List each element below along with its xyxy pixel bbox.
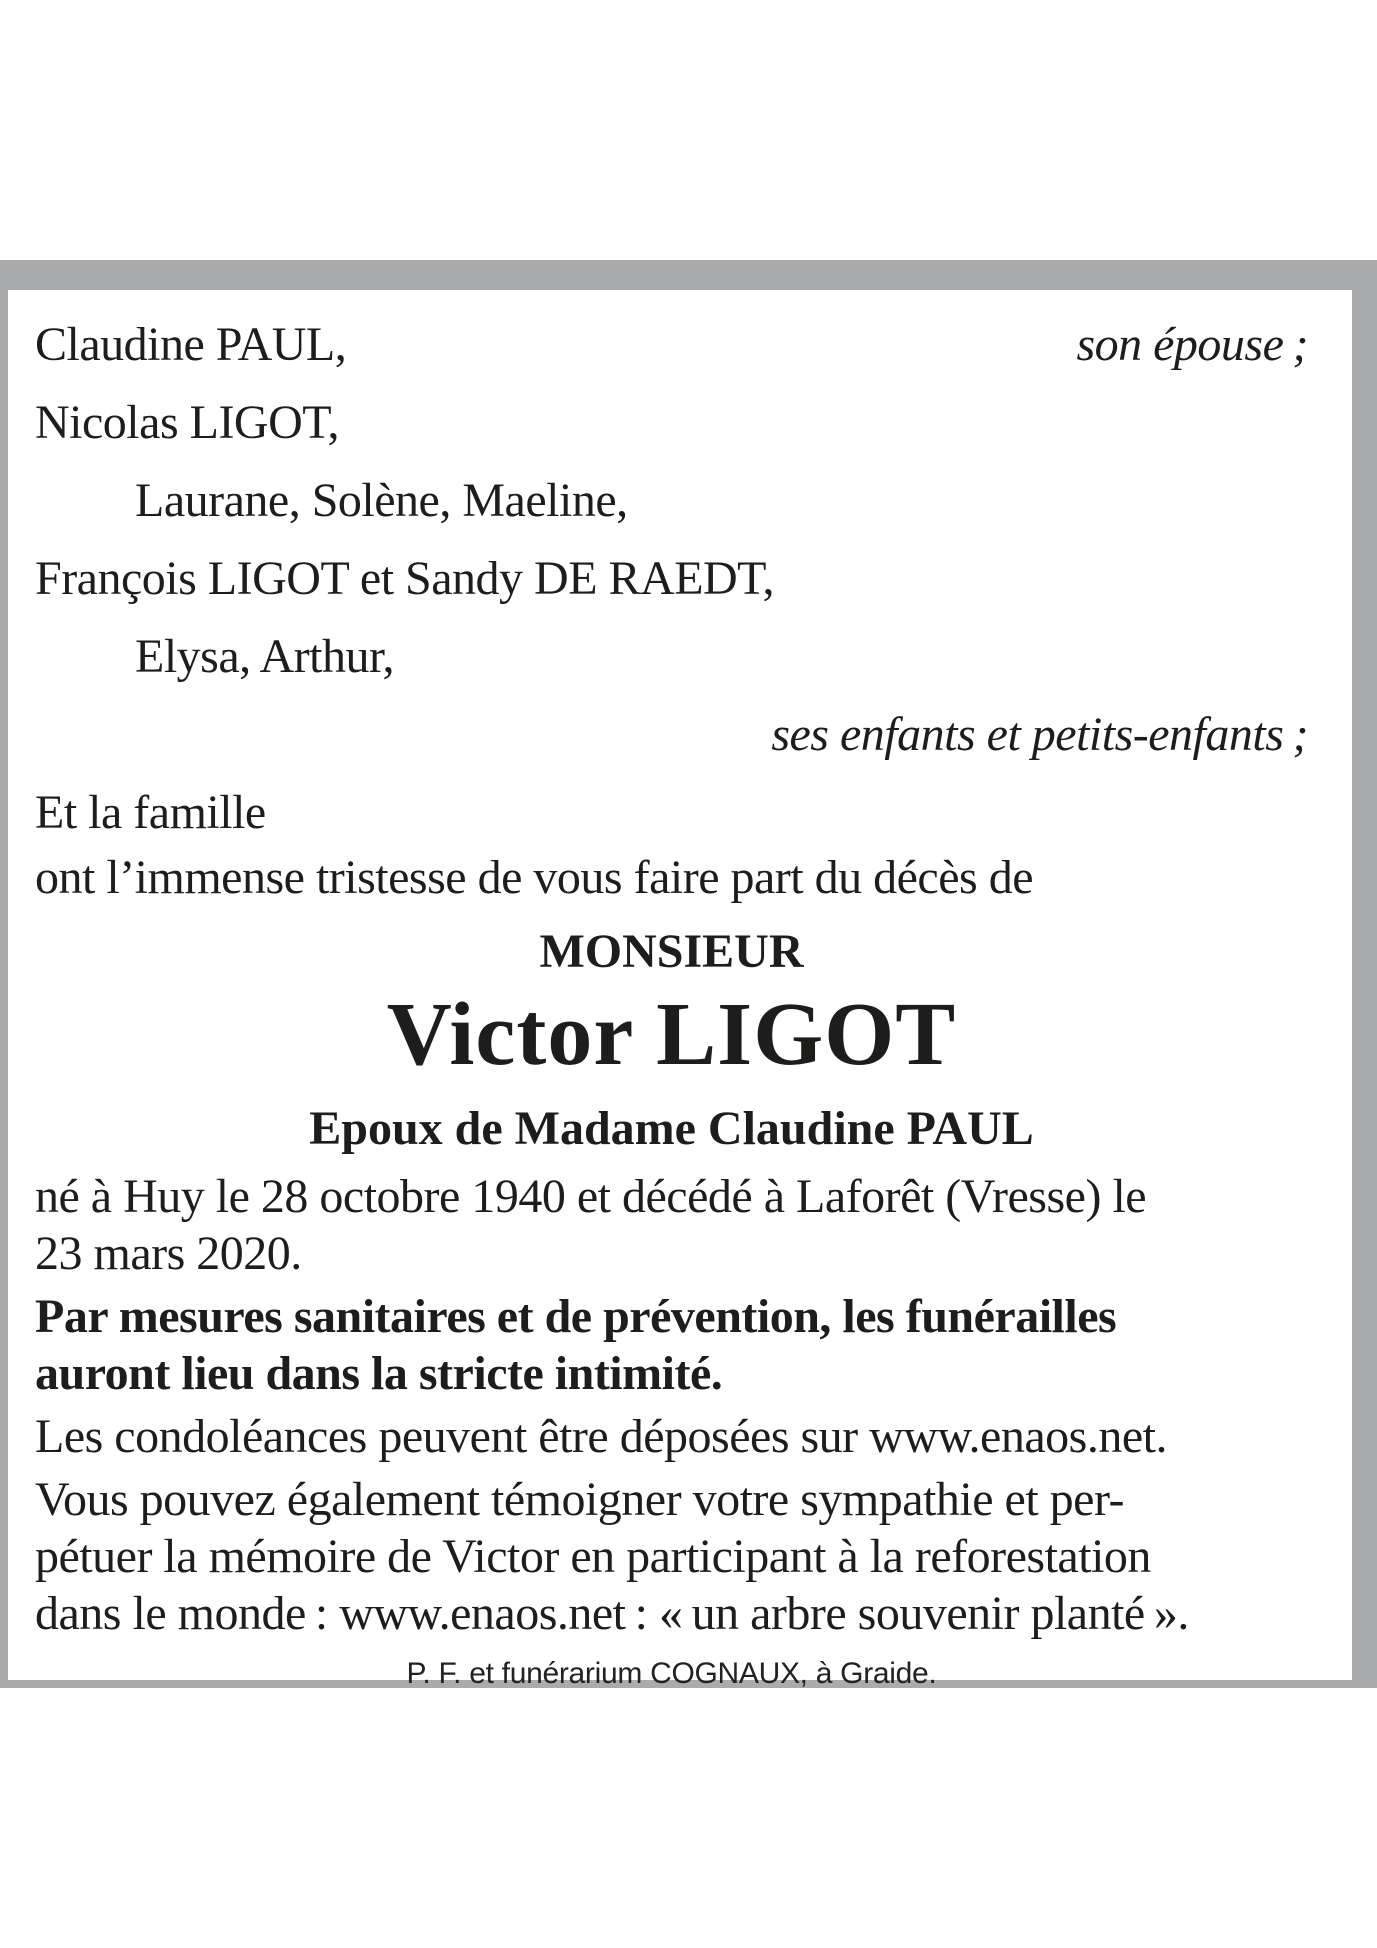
birth-death-line: 23 mars 2020. [35,1227,302,1280]
family-member-name: Elysa, Arthur, [135,630,395,683]
family-member-name: Claudine PAUL, [35,318,347,371]
tribute-line: Vous pouvez également témoigner votre sympathie et per- [35,1473,1124,1526]
family-member-name: Laurane, Solène, Maeline, [135,474,628,527]
family-member-name: François LIGOT et Sandy DE RAEDT, [35,552,774,605]
deceased-name: Victor LIGOT [386,985,957,1084]
notice-content [8,290,1352,1694]
birth-death-line: né à Huy le 28 octobre 1940 et décédé à Laforêt (Vresse) le [35,1170,1147,1223]
tribute-paragraph [35,1471,1308,1642]
sanitary-notice-line: auront lieu dans la stricte intimité. [35,1347,723,1400]
death-notice-card [0,260,1377,1688]
relation-label-children: ses enfants et petits-enfants ; [771,708,1308,761]
condolences-line: Les condoléances peuvent être déposées sur www.enaos.net. [35,1410,1167,1463]
funeral-home-credit: P. F. et funérarium COGNAUX, à Graide. [406,1657,937,1690]
honorific-title: MONSIEUR [539,925,804,978]
announcement-line: ont l’immense tristesse de vous faire part du décès de [35,851,1034,904]
family-closing: Et la famille [35,786,266,839]
spouse-of-line: Epoux de Madame Claudine PAUL [309,1102,1034,1155]
relation-label-spouse: son épouse ; [1076,318,1308,371]
birth-death-paragraph [35,1168,1308,1282]
family-line [35,306,1308,384]
sanitary-notice-paragraph [35,1288,1308,1402]
tribute-line: dans le monde : www.enaos.net : « un arbre souvenir planté ». [35,1587,1189,1640]
condolences-paragraph [35,1408,1308,1465]
family-member-name: Nicolas LIGOT, [35,396,340,449]
sanitary-notice-line: Par mesures sanitaires et de prévention, les funérailles [35,1290,1117,1343]
tribute-line: pétuer la mémoire de Victor en participant à la reforestation [35,1530,1151,1583]
